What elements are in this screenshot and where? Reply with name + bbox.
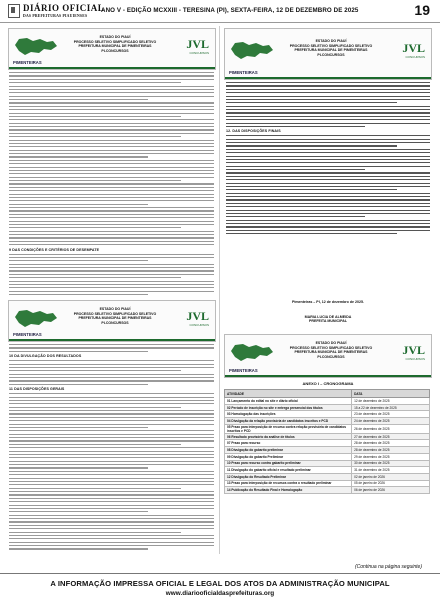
table-row <box>225 467 430 474</box>
date-cell: 29 de dezembro de 2025 <box>352 453 430 460</box>
table-row <box>225 398 430 405</box>
activity-cell: 03 Homologação das inscrições <box>225 411 352 418</box>
table-row <box>225 411 430 418</box>
table-row <box>225 460 430 467</box>
logo-subtitle: DAS PREFEITURAS PIAUIENSES <box>23 13 88 18</box>
date-cell: 28 de dezembro de 2025 <box>352 447 430 454</box>
piaui-map-icon <box>13 37 59 57</box>
jvl-subtitle: CONCURSOS <box>189 51 209 55</box>
activity-cell: 11 Divulgação do gabarito oficial e resultado preliminar <box>225 467 352 474</box>
date-cell: 26 de dezembro de 2025 <box>352 424 430 433</box>
column-header: ATIVIDADE <box>225 390 352 398</box>
table-row <box>225 404 430 411</box>
footer-url[interactable]: www.diariooficialdasprefeituras.org <box>165 590 275 597</box>
jvl-logo: JVL <box>186 37 209 51</box>
column-header: DATA <box>352 390 430 398</box>
banner-left-middle <box>8 300 216 342</box>
date-cell: 05 de janeiro de 2026 <box>352 480 430 487</box>
table-row <box>225 424 430 433</box>
jvl-subtitle: CONCURSOS <box>189 323 209 327</box>
section-heading: 9 DAS CONDIÇÕES E CRITÉRIOS DE DESEMPATE <box>9 247 100 252</box>
cronograma-table <box>224 389 430 494</box>
banner-brand: PIMENTEIRAS <box>13 332 42 337</box>
banner-brand: PIMENTEIRAS <box>229 70 258 75</box>
banner-title: ESTADO DO PIAUÍ PROCESSO SELETIVO SIMPLIFICADO SELETIVO PREFEITURA MUNICIPAL DE PIMENTEIRAS PI-CONCURSOS <box>289 39 373 57</box>
jvl-subtitle: CONCURSOS <box>405 55 425 59</box>
activity-cell: 05 Prazo para interposição de recurso contra relação provisória de candidatos inscritos e PCD <box>225 424 352 433</box>
date-cell: 06 de janeiro de 2026 <box>352 487 430 494</box>
activity-cell: 12 Divulgação do Resultado Preliminar <box>225 473 352 480</box>
banner-brand: PIMENTEIRAS <box>229 368 258 373</box>
edition-info: ANO V - EDIÇÃO MCXXIII - TERESINA (PI), SEXTA-FEIRA, 12 DE DEZEMBRO DE 2025 <box>101 7 359 14</box>
left-text-1 <box>9 72 214 297</box>
jvl-logo: JVL <box>186 309 209 323</box>
date-cell: 12 de dezembro de 2025 <box>352 398 430 405</box>
diario-oficial-logo <box>8 3 104 19</box>
table-row <box>225 480 430 487</box>
date-cell: 31 de dezembro de 2025 <box>352 467 430 474</box>
activity-cell: 02 Período de inscrição no site e entrega presencial dos títulos <box>225 404 352 411</box>
date-cell: 02 de janeiro de 2026 <box>352 473 430 480</box>
activity-cell: 04 Divulgação da relação provisória de candidatos inscritos e PCD <box>225 418 352 425</box>
activity-cell: 14 Publicação do Resultado Final e Homologação <box>225 487 352 494</box>
jvl-logo: JVL <box>402 41 425 55</box>
logo-title: DIÁRIO OFICIAL <box>23 2 105 13</box>
banner-right-top <box>224 28 432 80</box>
date-cell: 28 de dezembro de 2025 <box>352 440 430 447</box>
activity-cell: 08 Divulgação do gabarito preliminar <box>225 447 352 454</box>
banner-brand: PIMENTEIRAS <box>13 60 42 65</box>
activity-cell: 01 Lançamento do edital no site e diário oficial <box>225 398 352 405</box>
banner-stripe <box>9 67 215 69</box>
table-row <box>225 473 430 480</box>
signature-block <box>226 300 430 324</box>
activity-cell: 06 Resultado provisório da análise de títulos <box>225 433 352 440</box>
column-divider <box>219 26 220 554</box>
diario-oficial-logo-icon <box>8 4 20 18</box>
piaui-map-icon <box>229 41 275 61</box>
banner-stripe <box>9 339 215 341</box>
banner-left-top <box>8 28 216 70</box>
section-heading: 11 DAS DISPOSIÇÕES GERAIS <box>9 387 65 392</box>
place-date: Pimenteiras – PI, 12 de dezembro de 2025. <box>291 300 365 304</box>
banner-right-lower <box>224 334 432 378</box>
signatory-role: PREFEITA MUNICIPAL <box>308 319 348 324</box>
table-row <box>225 453 430 460</box>
page-header <box>0 0 440 23</box>
section-heading: 10 DA DIVULGAÇÃO DOS RESULTADOS <box>9 354 82 359</box>
table-row <box>225 487 430 494</box>
banner-title: ESTADO DO PIAUÍ PROCESSO SELETIVO SIMPLIFICADO SELETIVO PREFEITURA MUNICIPAL DE PIMENTEIRAS PI-CONCURSOS <box>73 35 157 53</box>
banner-title: ESTADO DO PIAUÍ PROCESSO SELETIVO SIMPLIFICADO SELETIVO PREFEITURA MUNICIPAL DE PIMENTEIRAS PI-CONCURSOS <box>73 307 157 325</box>
signatory-name: MARIA LUCIA DE ALMEIDA <box>304 314 352 319</box>
banner-stripe <box>225 77 431 79</box>
table-header-row <box>225 390 430 398</box>
date-cell: 30 de dezembro de 2025 <box>352 460 430 467</box>
anexo-title: ANEXO I – CRONOGRAMA <box>302 381 354 386</box>
date-cell: 24 de dezembro de 2025 <box>352 418 430 425</box>
section-heading: 12. DAS DISPOSIÇÕES FINAIS <box>226 129 281 134</box>
activity-cell: 07 Prazo para recurso <box>225 440 352 447</box>
activity-cell: 10 Prazo para recurso contra gabarito preliminar <box>225 460 352 467</box>
left-text-2 <box>9 344 214 552</box>
page-footer <box>0 573 440 601</box>
date-cell: 27 de dezembro de 2025 <box>352 433 430 440</box>
table-row <box>225 440 430 447</box>
page-number: 19 <box>414 2 430 18</box>
continue-note: (Continua na página seguinte) <box>355 564 422 570</box>
table-row <box>225 418 430 425</box>
jvl-logo: JVL <box>402 343 425 357</box>
jvl-subtitle: CONCURSOS <box>405 357 425 361</box>
banner-title: ESTADO DO PIAUÍ PROCESSO SELETIVO SIMPLIFICADO SELETIVO PREFEITURA MUNICIPAL DE PIMENTEIRAS PI-CONCURSOS <box>289 341 373 359</box>
piaui-map-icon <box>13 309 59 329</box>
footer-slogan: A INFORMAÇÃO IMPRESSA OFICIAL E LEGAL DOS ATOS DA ADMINISTRAÇÃO MUNICIPAL <box>50 579 390 588</box>
table-row <box>225 433 430 440</box>
banner-stripe <box>225 375 431 377</box>
activity-cell: 13 Prazo para interposição de recursos contra o resultado preliminar <box>225 480 352 487</box>
date-cell: 23 de dezembro de 2025 <box>352 411 430 418</box>
table-row <box>225 447 430 454</box>
right-text-1 <box>226 82 430 237</box>
piaui-map-icon <box>229 343 275 363</box>
date-cell: 15 a 22 de dezembro de 2025 <box>352 404 430 411</box>
activity-cell: 09 Divulgação do gabarito Preliminar <box>225 453 352 460</box>
